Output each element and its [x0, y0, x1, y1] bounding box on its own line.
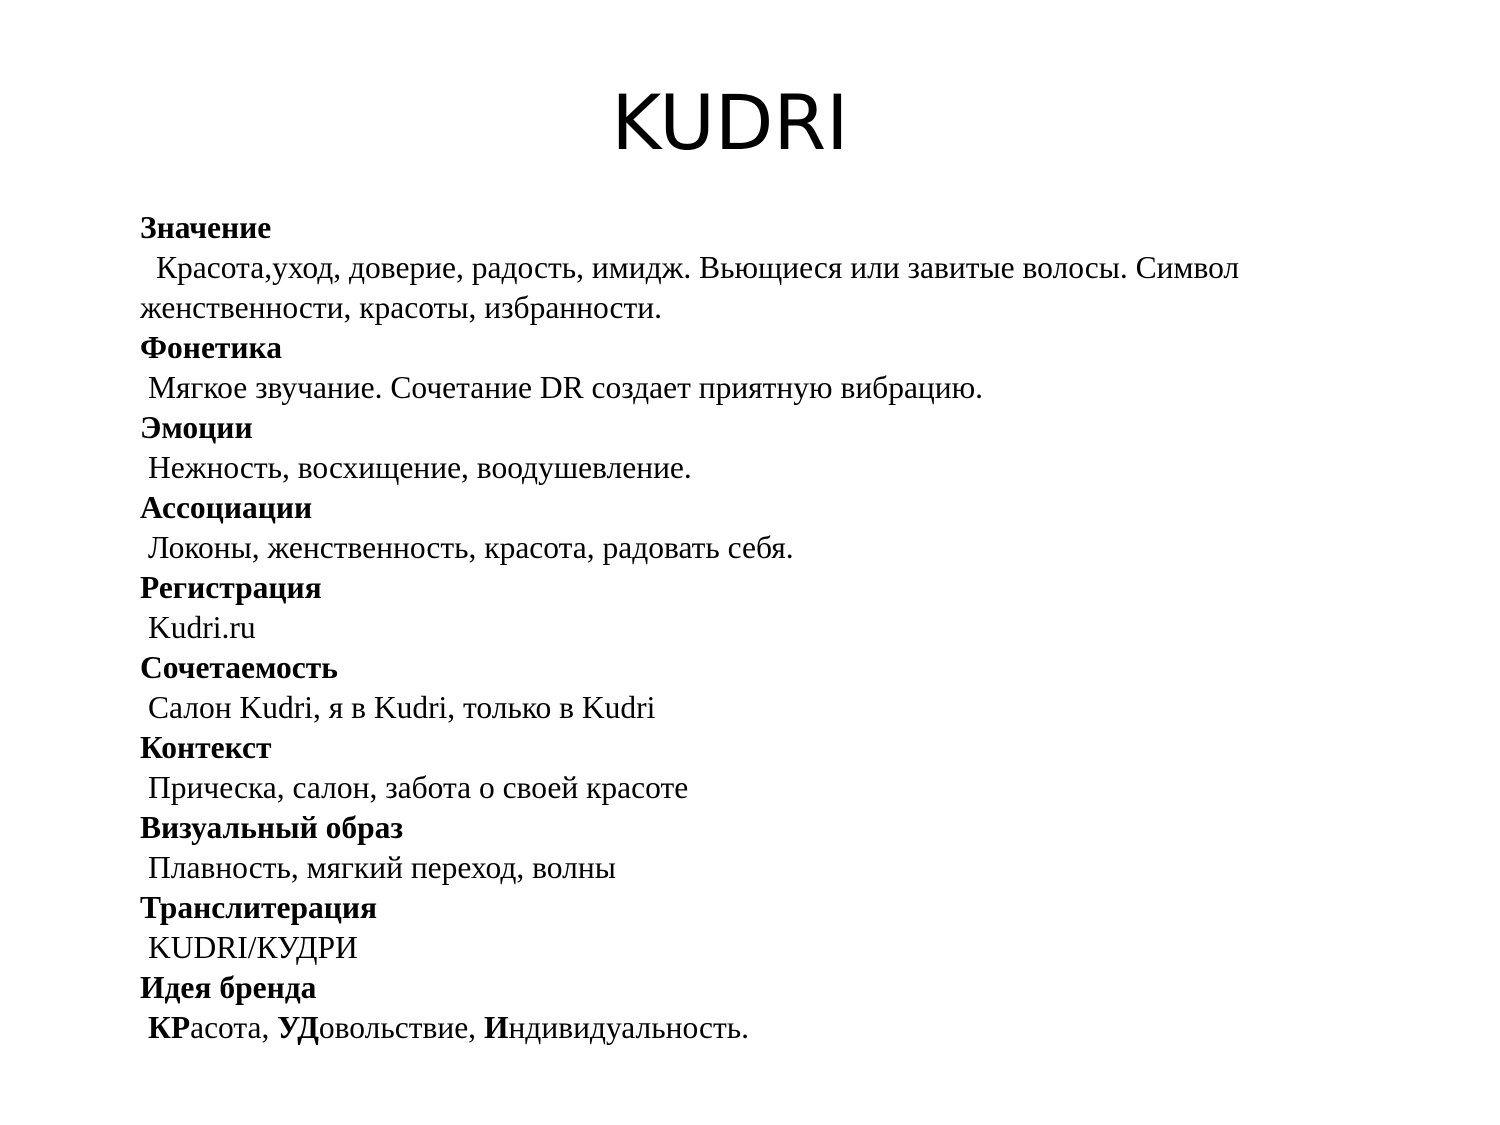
- section-value: KUDRI/КУДРИ: [148, 930, 358, 965]
- section-transliteration: [140, 888, 1340, 968]
- section-label: Фонетика: [140, 330, 282, 365]
- section-value: Мягкое звучание. Сочетание DR создает приятную вибрацию.: [148, 370, 984, 405]
- section-label: Транслитерация: [140, 890, 378, 925]
- section-value: Локоны, женственность, красота, радовать себя.: [148, 530, 794, 565]
- acronym-word-rest: асота,: [190, 1010, 278, 1045]
- section-emotions: [140, 408, 1340, 488]
- page-title: KUDRI: [611, 78, 849, 167]
- section-label: Значение: [140, 210, 272, 245]
- section-registration: [140, 568, 1340, 648]
- section-label: Регистрация: [140, 570, 322, 605]
- section-label: Идея бренда: [140, 970, 317, 1005]
- section-label: Визуальный образ: [140, 810, 404, 845]
- section-context: [140, 728, 1340, 808]
- section-label: Контекст: [140, 730, 272, 765]
- section-value: [140, 1008, 1340, 1048]
- section-meaning: [140, 208, 1340, 328]
- section-value: Нежность, восхищение, воодушевление.: [148, 450, 692, 485]
- acronym-word-rest: овольствие,: [318, 1010, 484, 1045]
- section-visual-image: [140, 808, 1340, 888]
- section-compatibility: [140, 648, 1340, 728]
- section-value: Салон Kudri, я в Kudri, только в Kudri: [148, 690, 656, 725]
- section-value: Прическа, салон, забота о своей красоте: [148, 770, 689, 805]
- section-value: Плавность, мягкий переход, волны: [148, 850, 616, 885]
- section-label: Ассоциации: [140, 490, 313, 525]
- section-associations: [140, 488, 1340, 568]
- acronym-letters: И: [483, 1010, 509, 1045]
- section-value-continued: женственности, красоты, избранности.: [140, 290, 663, 325]
- section-label: Эмоции: [140, 410, 253, 445]
- section-label: Сочетаемость: [140, 650, 338, 685]
- acronym-letters: КР: [148, 1010, 191, 1045]
- acronym-word-rest: ндивидуальность.: [508, 1010, 750, 1045]
- section-value: Красота,уход, доверие, радость, имидж. Вьющиеся или завитые волосы. Символ: [156, 250, 1240, 285]
- acronym-letters: УД: [277, 1010, 319, 1045]
- section-phonetics: [140, 328, 1340, 408]
- section-brand-idea: [140, 968, 1340, 1048]
- brand-description: [140, 208, 1340, 1048]
- section-value: Kudri.ru: [148, 610, 256, 645]
